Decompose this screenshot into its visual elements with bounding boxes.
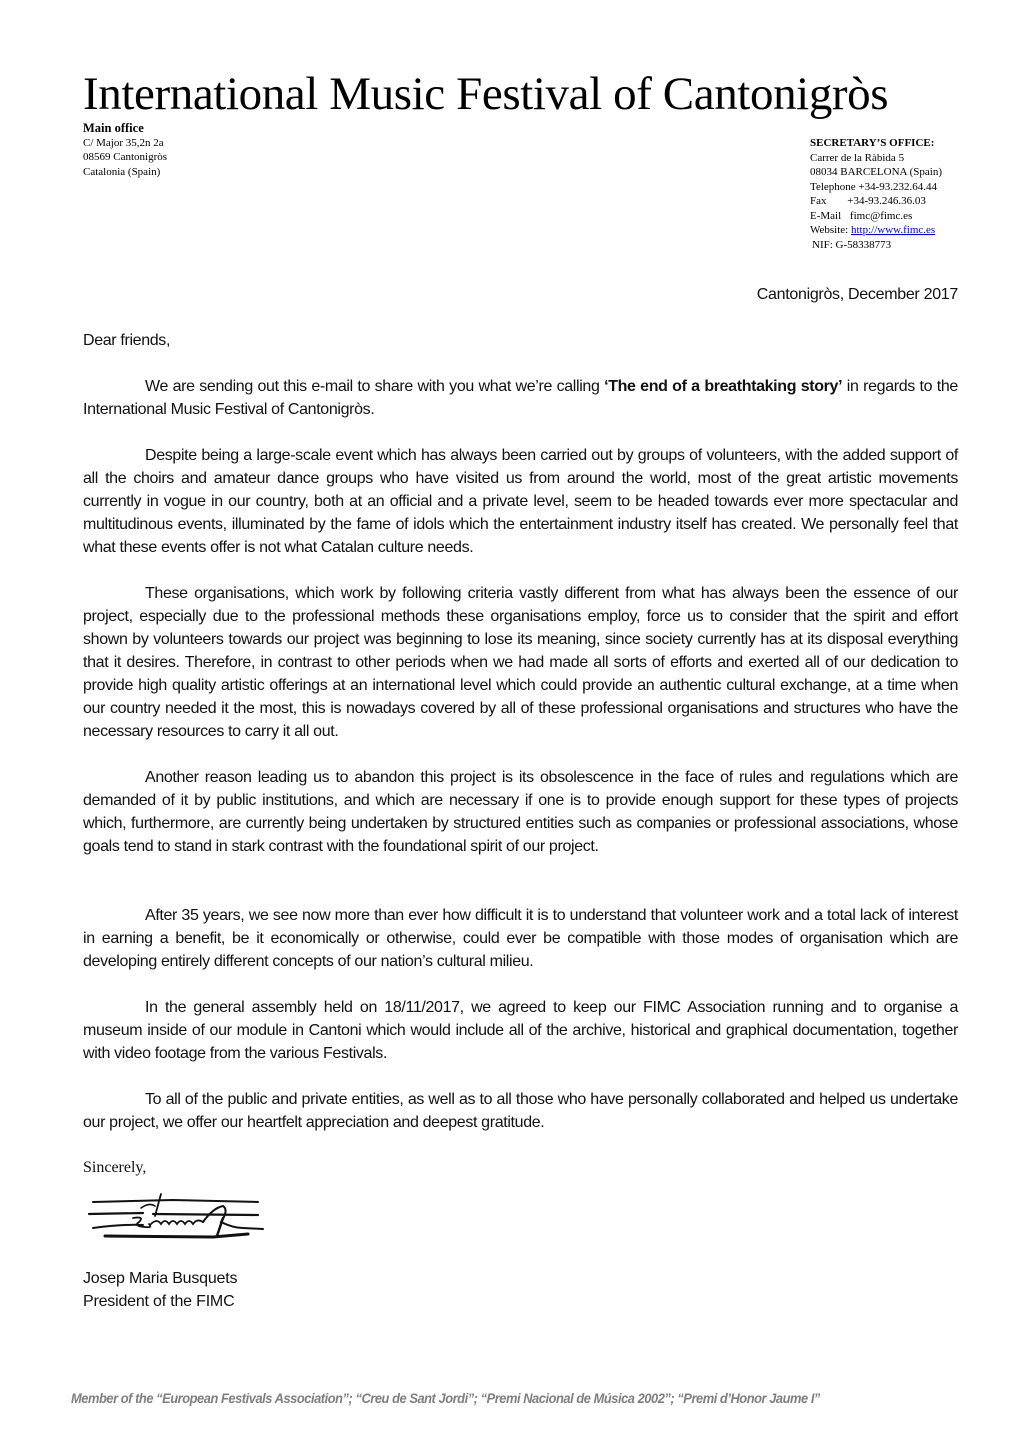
telephone-label: Telephone bbox=[810, 180, 856, 193]
paragraph-1 bbox=[83, 375, 958, 421]
secretary-address-line: Carrer de la Ràbida 5 bbox=[810, 151, 905, 164]
footer-memberships: Member of the “European Festivals Association”; “Creu de Sant Jordi”; “Premi Nacional de Música 2002”; “Premi d’Honor Jaume I” bbox=[71, 1390, 820, 1406]
paragraph-5: After 35 years, we see now more than ever how difficult it is to understand that volunteer work and a total lack of interest in earning a benefit, be it economically or otherwise, could ever be compatible with those modes of organisation which are developing entirely different concepts of our nation’s cultural milieu. bbox=[83, 907, 958, 970]
letterhead-title: International Music Festival of Cantonigròs bbox=[83, 68, 889, 120]
fax-value: +34-93.246.36.03 bbox=[847, 195, 926, 207]
main-office-heading: Main office bbox=[83, 121, 144, 135]
story-title-emphasis: ‘The end of a breathtaking story’ bbox=[604, 378, 843, 395]
main-office-line: C/ Major 35,2n 2a bbox=[83, 136, 164, 149]
fax-line bbox=[810, 194, 942, 209]
paragraph-6: In the general assembly held on 18/11/2017, we agreed to keep our FIMC Association running and to organise a museum inside of our module in Cantoni which would include all of the archive, historical and graphical documentation, together with video footage from the various Festivals. bbox=[83, 999, 958, 1062]
fax-label: Fax bbox=[810, 195, 827, 207]
email-line bbox=[810, 209, 942, 224]
paragraph-4: Another reason leading us to abandon this project is its obsolescence in the face of rules and regulations which are demanded of it by public institutions, and which are necessary if one is to provide enough support for these types of projects which, furthermore, are currently being undertaken by structured entities such as companies or professional associations, whose goals tend to stand in stark contrast with the foundational spirit of our project. bbox=[83, 769, 958, 855]
letter-date: Cantonigròs, December 2017 bbox=[756, 286, 958, 303]
website-link[interactable]: http://www.fimc.es bbox=[850, 224, 936, 236]
paragraph-1-text-end: in regards to the International Music Festival of Cantonigròs. bbox=[83, 378, 958, 418]
nif-line: NIF: G-58338773 bbox=[812, 238, 892, 251]
paragraph-7: To all of the public and private entities, as well as to all those who have personally collaborated and helped us undertake our project, we offer our heartfelt appreciation and deepest gratitude. bbox=[83, 1091, 958, 1131]
telephone-line bbox=[810, 180, 942, 195]
closing: Sincerely, bbox=[83, 1159, 147, 1176]
paragraph-2: Despite being a large-scale event which has always been carried out by groups of volunteers, with the added support of all the choirs and amateur dance groups who have visited us from around the world, most of the great artistic movements currently in vogue in our country, both at an official and a private level, seem to be headed towards ever more spectacular and multitudinous events, illuminated by the fame of idols which the entertainment industry itself has created. We personally feel that what these events offer is not what Catalan culture needs. bbox=[83, 447, 958, 556]
website-label: Website: bbox=[810, 224, 849, 236]
salutation: Dear friends, bbox=[83, 332, 171, 349]
main-office-line: 08569 Cantonigròs bbox=[83, 151, 168, 163]
signer-block bbox=[83, 1267, 237, 1313]
email-value: fimc@fimc.es bbox=[849, 209, 913, 222]
signer-name: Josep Maria Busquets bbox=[83, 1270, 238, 1287]
signature-icon bbox=[83, 1188, 268, 1258]
email-label: E-Mail bbox=[810, 209, 842, 222]
telephone-value: +34-93.232.64.44 bbox=[858, 180, 938, 193]
website-line bbox=[810, 223, 942, 238]
signer-title: President of the FIMC bbox=[83, 1293, 235, 1310]
paragraph-1-text: We are sending out this e-mail to share with you what we’re calling bbox=[145, 378, 605, 395]
main-office-line: Catalonia (Spain) bbox=[83, 165, 161, 178]
secretary-address-line: 08034 BARCELONA (Spain) bbox=[810, 166, 942, 178]
paragraph-3: These organisations, which work by following criteria vastly different from what has always been the essence of our project, especially due to the professional methods these organisations employ, force us to consider that the spirit and effort shown by volunteers towards our project was beginning to lose its meaning, since society currently has at its disposal everything that it desires. Therefore, in contrast to other periods when we had made all sorts of efforts and exerted all of our dedication to provide high quality artistic offerings at an international level which could provide an authentic cultural exchange, at a time when our country needed it the most, this is nowadays covered by all of these professional organisations and structures who have the necessary resources to carry it all out. bbox=[83, 585, 958, 740]
main-office-address bbox=[83, 121, 167, 179]
secretary-office-address bbox=[810, 136, 942, 252]
secretary-office-heading: SECRETARY’S OFFICE: bbox=[810, 137, 935, 149]
